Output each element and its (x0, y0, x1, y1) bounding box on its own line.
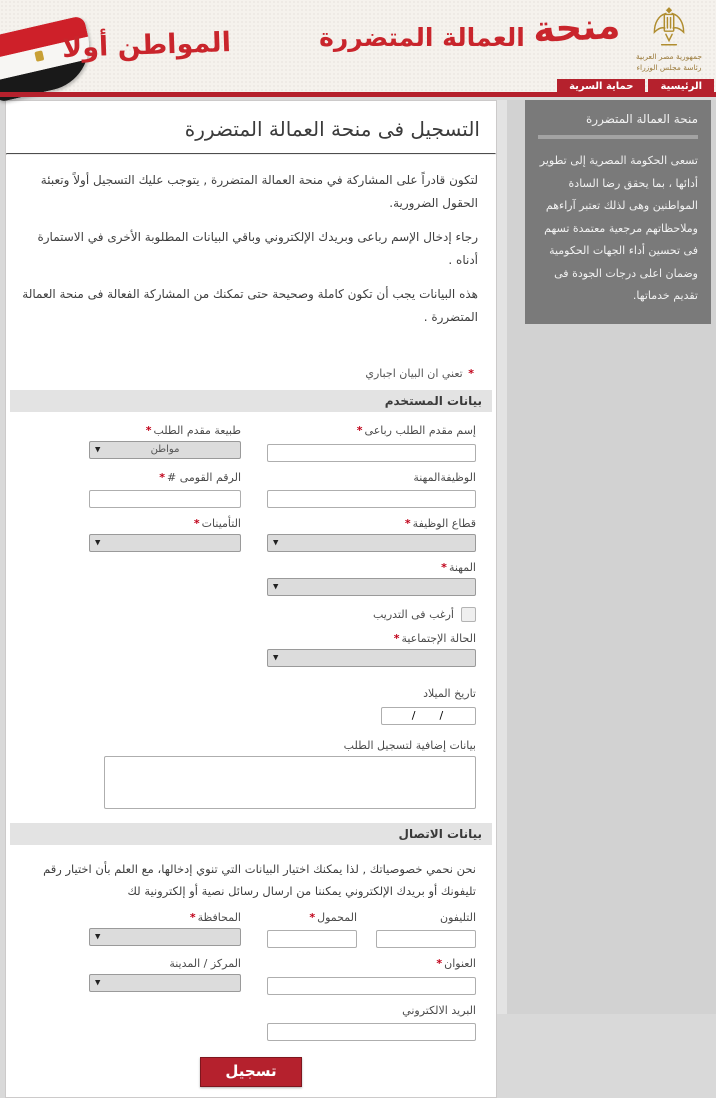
required-asterisk: * (404, 517, 411, 531)
brand-word-grant: منحة (531, 3, 622, 52)
birth-date-input[interactable] (381, 707, 476, 725)
chevron-down-icon: ▼ (95, 932, 101, 941)
required-asterisk: * (145, 424, 152, 438)
field-governorate (89, 911, 241, 949)
required-asterisk: * (356, 424, 363, 438)
chevron-down-icon: ▼ (95, 538, 101, 547)
city-label: المركز / المدينة (169, 957, 241, 971)
marital-status-select[interactable] (267, 649, 476, 667)
applicant-type-label: طبيعة مقدم الطلب* (145, 424, 241, 438)
form-row (6, 1004, 496, 1042)
main-column (0, 100, 497, 1081)
chevron-down-icon: ▼ (273, 582, 279, 591)
address-input[interactable] (267, 977, 476, 995)
intro-paragraph-3: هذه البيانات يجب أن تكون كاملة وصحيحة حتى تمكنك من المشاركة الفعالة فى منحة العمالة المتضررة . (22, 286, 478, 324)
chevron-down-icon: ▼ (273, 538, 279, 547)
sidebar-title: منحة العمالة المتضررة (586, 112, 698, 126)
field-applicant-type (89, 424, 241, 462)
insurance-select[interactable] (89, 534, 241, 552)
page-body (0, 97, 716, 1081)
intro-text (6, 155, 496, 343)
profession-label: المهنة* (441, 561, 476, 575)
city-select[interactable] (89, 974, 241, 992)
field-profession (267, 561, 476, 596)
job-sector-select[interactable] (267, 534, 476, 552)
nav-home-button[interactable]: الرئيسية (648, 79, 714, 96)
field-city (89, 957, 241, 995)
required-asterisk: * (441, 561, 447, 575)
required-asterisk: * (436, 957, 443, 971)
required-asterisk: * (468, 367, 474, 381)
section-header-user-data: بيانات المستخدم (10, 390, 492, 412)
governorate-select[interactable] (89, 928, 241, 946)
job-sector-label: قطاع الوظيفة* (404, 517, 476, 531)
form-row (6, 471, 496, 509)
egypt-eagle-icon (651, 4, 687, 50)
applicant-name-input[interactable] (267, 444, 476, 462)
chevron-down-icon: ▼ (95, 445, 101, 454)
government-logo (634, 4, 704, 74)
insurance-label: التأمينات* (193, 517, 241, 531)
email-label: البريد الالكتروني (402, 1003, 476, 1017)
phone-mobile-group (267, 911, 476, 949)
chevron-down-icon: ▼ (273, 653, 279, 662)
field-birth-date (6, 687, 496, 725)
sidebar-column (507, 100, 716, 1014)
form-row (6, 561, 496, 596)
mobile-label: المحمول* (309, 910, 357, 924)
national-id-label: الرقم القومى #* (159, 470, 241, 484)
telephone-input[interactable] (376, 930, 476, 948)
field-mobile (267, 911, 357, 949)
field-email (267, 1004, 476, 1042)
site-brand-title (319, 3, 622, 52)
job-label: الوظيفةالمهنة (413, 470, 476, 484)
brand-word-labor: العمالة المتضررة (319, 23, 525, 52)
field-job (267, 471, 476, 509)
form-row (6, 517, 496, 552)
field-national-id (89, 471, 241, 509)
required-note: * تعني ان البيان اجباري (365, 367, 474, 381)
sidebar-info-box (525, 100, 711, 324)
form-row (6, 911, 496, 949)
required-asterisk: * (193, 517, 200, 531)
required-asterisk: * (393, 632, 400, 646)
required-asterisk: * (189, 910, 196, 924)
required-asterisk: * (159, 470, 166, 484)
mobile-input[interactable] (267, 930, 357, 948)
email-input[interactable] (267, 1023, 476, 1041)
field-insurance (89, 517, 241, 552)
citizen-first-slogan: المواطن أولا (61, 27, 232, 64)
register-submit-button[interactable]: تسجيل (200, 1057, 301, 1087)
intro-paragraph-1: لتكون قادراً على المشاركة في منحة العمالة المتضررة , يتوجب عليك التسجيل أولاً وتعبئة الحقول الضرورية. (40, 173, 478, 211)
logo-caption: جمهورية مصر العربية رئاسة مجلس الوزراء (636, 52, 702, 73)
content-panel (5, 100, 497, 1098)
field-address (267, 957, 476, 995)
nav-privacy-button[interactable]: حماية السرية (557, 79, 645, 96)
column-gap (497, 100, 507, 1014)
telephone-label: التليفون (439, 910, 476, 924)
address-label: العنوان* (436, 957, 476, 971)
extra-info-textarea[interactable] (104, 756, 476, 809)
page-title: التسجيل فى منحة العمالة المتضررة (184, 117, 480, 141)
header-red-band (0, 92, 716, 97)
training-checkbox[interactable] (461, 607, 476, 622)
intro-paragraph-2: رجاء إدخال الإسم رباعى وبريدك الإلكتروني وباقي البيانات المطلوبة الأخرى في الاستمارة أدناه . (37, 229, 478, 268)
profession-select[interactable] (267, 578, 476, 596)
applicant-type-select[interactable]: مواطن ▼ (89, 441, 241, 459)
training-checkbox-row (6, 605, 496, 622)
field-applicant-name (267, 424, 476, 462)
marital-status-label: الحالة الإجتماعية* (393, 632, 476, 646)
field-extra-info (6, 739, 496, 809)
sidebar-text: تسعى الحكومة المصرية إلى تطوير أدائها ، بما يحقق رضا السادة المواطنين وهى لذلك تعتبر آراءهم وملاحظاتهم مرجعية معتمدة تسهم فى تحسين أداء الجهات الحكومية وضمان اعلى درجات الجودة فى تقديم خدماتها. (539, 154, 698, 303)
extra-info-label: بيانات إضافية لتسجيل الطلب (343, 738, 476, 752)
required-asterisk: * (309, 910, 316, 924)
chevron-down-icon: ▼ (95, 978, 101, 987)
section-header-contact-data: بيانات الاتصال (10, 823, 492, 845)
field-job-sector (267, 517, 476, 552)
job-input[interactable] (267, 490, 476, 508)
form-row (6, 424, 496, 462)
field-telephone (376, 911, 476, 949)
field-marital-status (6, 632, 496, 667)
page-header (0, 0, 716, 97)
national-id-input[interactable] (89, 490, 241, 508)
privacy-note: نحن نحمي خصوصياتك , لذا يمكنك اختيار البيانات التي تنوي إدخالها، مع العلم بأن اختيار رقم تليفونك أو بريدك الإلكتروني يمكننا من ارسال رسائل نصية أو إلكترونية لك (43, 861, 476, 898)
sidebar-divider (538, 135, 698, 139)
birth-date-label: تاريخ الميلاد (423, 687, 476, 701)
form-row (6, 957, 496, 995)
applicant-name-label: إسم مقدم الطلب رباعى* (356, 424, 476, 438)
training-label: أرغب فى التدريب (372, 608, 454, 622)
governorate-label: المحافظة* (189, 910, 241, 924)
